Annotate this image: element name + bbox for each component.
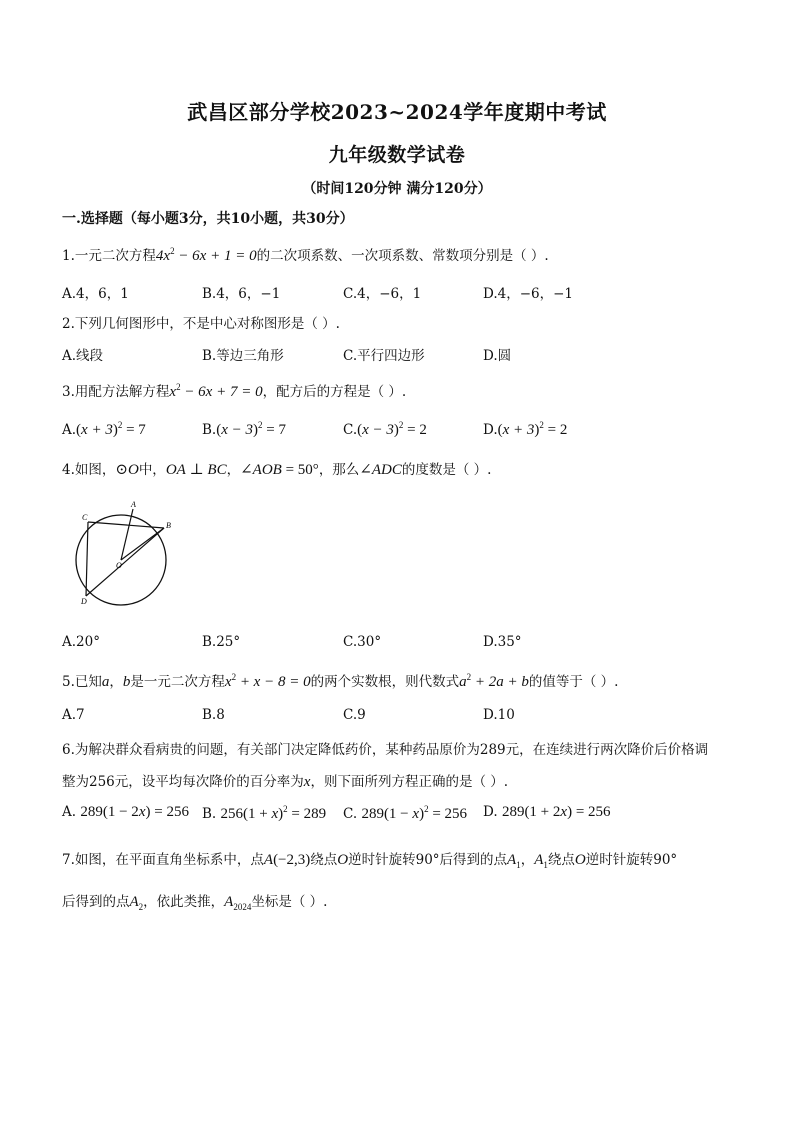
q6-text-post: ，则下面所列方程正确的是（ ）. bbox=[310, 774, 509, 790]
q4-text-mid3: ，那么 bbox=[318, 462, 360, 478]
q5-text-post: 的值等于（ ）. bbox=[528, 674, 619, 690]
q1-option-c[interactable]: C.4，−6，1 bbox=[343, 286, 422, 302]
question-6-line-2: 整为256元，设平均每次降价的百分率为x，则下面所列方程正确的是（ ）. bbox=[62, 774, 509, 790]
q3-option-b-label: B. bbox=[202, 422, 217, 438]
q4-option-b[interactable]: B.25° bbox=[202, 634, 241, 650]
section-heading: 一.选择题（每小题3分，共10小题，共30分） bbox=[62, 211, 354, 227]
label-c: C bbox=[82, 513, 88, 522]
q5-option-a[interactable]: A.7 bbox=[62, 707, 85, 723]
q2-option-a[interactable]: A.线段 bbox=[62, 348, 104, 364]
q3-option-d[interactable]: $D.(x + 3)^2 = 2$ bbox=[483, 420, 568, 438]
q4-text-post: 的度数是（ ）. bbox=[401, 462, 492, 478]
q7-text-mid4: 绕点 bbox=[547, 852, 575, 868]
question-4: 4.如图，⊙O中，OA ⊥ BC，∠AOB = 50°，那么∠ADC的度数是（ ）. bbox=[62, 462, 492, 478]
q1-option-a[interactable]: A.4，6，1 bbox=[62, 286, 129, 302]
q3-equation: $x^2 - 6x + 7 = 0$ bbox=[169, 382, 263, 400]
q3-option-c-rhs: = 2 bbox=[407, 422, 427, 438]
question-1 bbox=[62, 244, 549, 265]
q4-option-c[interactable]: C.30° bbox=[343, 634, 382, 650]
q7-text-mid3: ， bbox=[520, 852, 535, 868]
q3-option-a[interactable]: $A.(x + 3)^2 = 7$ bbox=[62, 420, 146, 438]
q4-text-pre: 4.如图， bbox=[62, 462, 116, 478]
exam-meta: （时间120分钟 满分120分） bbox=[302, 181, 492, 197]
q7-text-mid1: 绕点 bbox=[310, 852, 338, 868]
q6-option-b-label: B. bbox=[202, 806, 217, 822]
label-b: B bbox=[166, 521, 171, 530]
chord-cd bbox=[86, 522, 88, 596]
q3-option-b[interactable]: $B.(x - 3)^2 = 7$ bbox=[202, 420, 286, 438]
q7-text-line2-pre: 后得到的点 bbox=[62, 894, 130, 910]
q5-option-b[interactable]: B.8 bbox=[202, 707, 225, 723]
q3-option-b-rhs: = 7 bbox=[266, 422, 286, 438]
chord-cb bbox=[88, 522, 164, 528]
q6-text-pre: 整为256元，设平均每次降价的百分率为 bbox=[62, 774, 304, 790]
q2-option-b[interactable]: B.等边三角形 bbox=[202, 348, 284, 364]
question-5: 5.已知a，b是一元二次方程$x^2 + x - 8 = 0$的两个实数根，则代数式$a^2 + 2a + b$的值等于（ ）. bbox=[62, 672, 619, 690]
q5-text-mid1: ， bbox=[109, 674, 123, 690]
label-d: D bbox=[81, 597, 87, 606]
q4-option-d[interactable]: D.35° bbox=[483, 634, 522, 650]
q6-option-d[interactable]: D. 289(1 + 2x) = 256 bbox=[483, 804, 611, 820]
q4-option-a[interactable]: A.20° bbox=[62, 634, 100, 650]
q5-text-mid3: 的两个实数根，则代数式 bbox=[310, 674, 460, 690]
q6-option-b[interactable]: B. $256(1 + x)^2 = 289$ bbox=[202, 804, 327, 822]
q3-text-post: ，配方后的方程是（ ）. bbox=[262, 384, 407, 400]
q6-option-d-label: D. bbox=[483, 804, 498, 820]
exam-title: 武昌区部分学校2023~2024学年度期中考试 bbox=[187, 100, 607, 124]
question-7-line-2: 后得到的点$A_2$，依此类推，$A_{2024}$坐标是（ ）. bbox=[62, 894, 328, 912]
q3-option-d-label: D. bbox=[483, 422, 498, 438]
label-o: O bbox=[116, 561, 122, 570]
q7-text-mid2: 逆时针旋转90°后得到的点 bbox=[348, 852, 508, 868]
q1-option-d[interactable]: D.4，−6，−1 bbox=[483, 286, 574, 302]
q6-option-a-label: A. bbox=[62, 804, 77, 820]
q1-option-b[interactable]: B.4，6，−1 bbox=[202, 286, 281, 302]
label-a: A bbox=[131, 500, 136, 509]
q7-text-line2-post: 坐标是（ ）. bbox=[251, 894, 328, 910]
q4-text-mid2: ， bbox=[226, 462, 241, 478]
chord-db bbox=[86, 528, 164, 596]
q5-text-pre: 5.已知 bbox=[62, 674, 102, 690]
question-3 bbox=[62, 380, 406, 401]
q6-option-c-label: C. bbox=[343, 806, 358, 822]
question-2: 2.下列几何图形中，不是中心对称图形是（ ）. bbox=[62, 316, 340, 332]
q1-text-pre: 1.一元二次方程 bbox=[62, 248, 156, 264]
q3-option-c-label: C. bbox=[343, 422, 358, 438]
q4-text-mid1: 中， bbox=[138, 462, 166, 478]
q3-option-a-label: A. bbox=[62, 422, 77, 438]
q2-option-d[interactable]: D.圆 bbox=[483, 348, 512, 364]
q5-text-mid2: 是一元二次方程 bbox=[130, 674, 225, 690]
q1-text-post: 的二次项系数、一次项系数、常数项分别是（ ）. bbox=[256, 248, 549, 264]
question-7-line-1: 7.如图，在平面直角坐标系中，点A(−2,3)绕点O逆时针旋转90°后得到的点$A_1$，$A_1$绕点O逆时针旋转90° bbox=[62, 852, 678, 870]
q7-text-mid5: 逆时针旋转90° bbox=[585, 852, 678, 868]
q3-text-pre: 3.用配方法解方程 bbox=[62, 384, 170, 400]
paper-title: 九年级数学试卷 bbox=[328, 144, 466, 166]
q5-option-c[interactable]: C.9 bbox=[343, 707, 366, 723]
q7-text-line2-mid: ，依此类推， bbox=[143, 894, 225, 910]
q5-option-d[interactable]: D.10 bbox=[483, 707, 515, 723]
q6-option-a[interactable]: A. 289(1 − 2x) = 256 bbox=[62, 804, 189, 820]
q7-text-pre: 7.如图，在平面直角坐标系中，点 bbox=[62, 852, 264, 868]
q6-option-c[interactable]: C. $289(1 - x)^2 = 256$ bbox=[343, 804, 468, 822]
q1-equation: $4x^2 - 6x + 1 = 0$ bbox=[155, 246, 257, 264]
q3-option-c[interactable]: $C.(x - 3)^2 = 2$ bbox=[343, 420, 427, 438]
q4-circle-figure bbox=[64, 498, 176, 610]
q3-option-a-rhs: = 7 bbox=[126, 422, 146, 438]
question-6-line-1: 6.为解决群众看病贵的问题，有关部门决定降低药价，某种药品原价为289元，在连续进行两次降价后价格调 bbox=[62, 742, 709, 758]
q3-option-d-rhs: = 2 bbox=[547, 422, 568, 438]
q2-option-c[interactable]: C.平行四边形 bbox=[343, 348, 425, 364]
